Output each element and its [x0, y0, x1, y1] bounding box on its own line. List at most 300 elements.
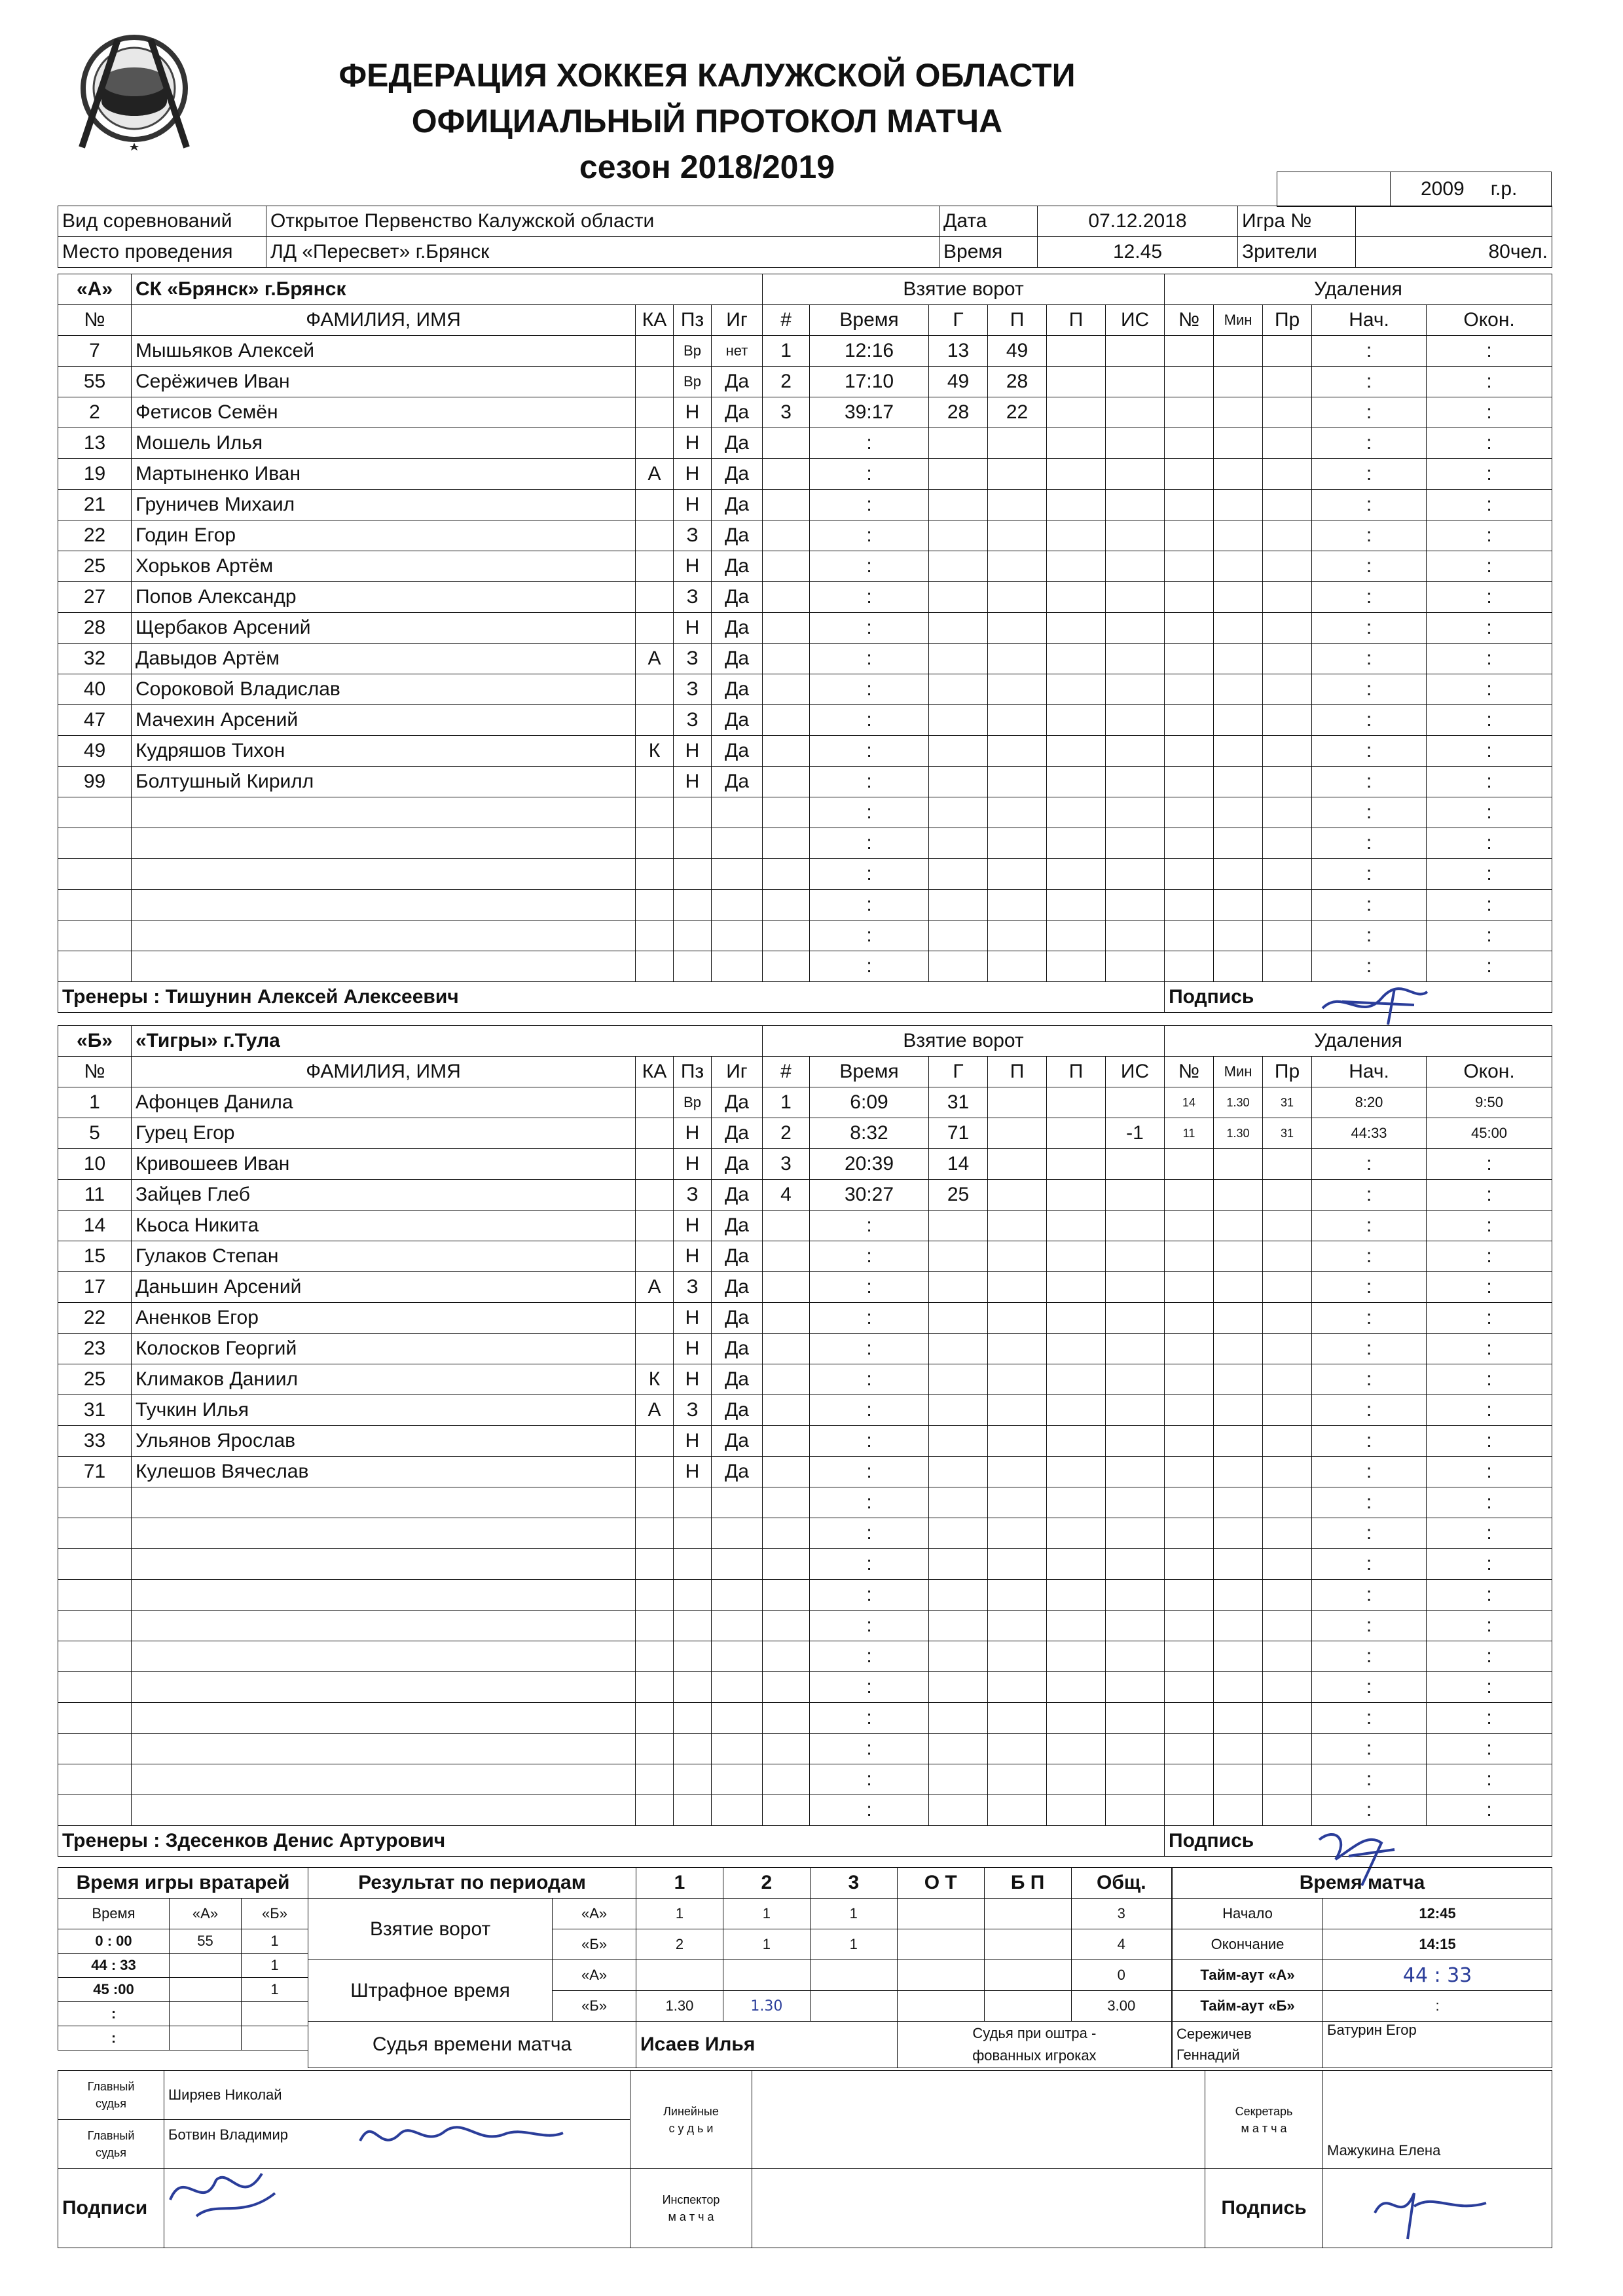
player-number: 71: [58, 1457, 132, 1487]
player-position: Н: [674, 490, 712, 520]
goals-b-p1: 2: [636, 1929, 723, 1960]
player-name: [132, 1734, 636, 1764]
table-row: [58, 1395, 1552, 1426]
goalie-b: 1: [242, 1978, 308, 2002]
goal-assist-1: [988, 520, 1047, 551]
penalty-end: :: [1427, 367, 1552, 397]
ref1-value: Ширяев Николай: [164, 2071, 630, 2120]
goal-time: 8:32: [810, 1118, 929, 1149]
goal-situation: [1106, 336, 1165, 367]
goal-scorer: [929, 490, 988, 520]
player-position: [674, 951, 712, 982]
goal-assist-1: [988, 859, 1047, 890]
penalty-minutes: [1214, 1457, 1263, 1487]
total-header: Общ.: [1071, 1868, 1171, 1899]
goal-number: [763, 1703, 810, 1734]
ref2-label-1: Главный: [87, 2129, 135, 2142]
goal-scorer: [929, 644, 988, 674]
col-ka: КА: [636, 305, 674, 336]
player-name: Кривошеев Иван: [132, 1149, 636, 1180]
player-number: [58, 1549, 132, 1580]
goal-assist-2: [1047, 1211, 1106, 1241]
penalty-start: :: [1312, 582, 1427, 613]
player-played: [712, 951, 763, 982]
goal-number: [763, 920, 810, 951]
penalty-minutes: [1214, 1180, 1263, 1211]
pen-a-total: 0: [1071, 1960, 1171, 1991]
goal-scorer: [929, 736, 988, 767]
table-row: [58, 1518, 1552, 1549]
protocol-title: ОФИЦИАЛЬНЫЙ ПРОТОКОЛ МАТЧА: [411, 103, 1003, 139]
team-a-label: «А»: [58, 274, 132, 305]
player-name: [132, 797, 636, 828]
player-number: 19: [58, 459, 132, 490]
referee-signature: [157, 2154, 288, 2226]
table-row: [58, 1149, 1552, 1180]
goal-time: 39:17: [810, 397, 929, 428]
penalty-end: :: [1427, 428, 1552, 459]
goal-assist-1: [988, 828, 1047, 859]
player-number: [58, 920, 132, 951]
goal-assist-2: [1047, 736, 1106, 767]
penalty-start: :: [1312, 1580, 1427, 1611]
goal-scorer: [929, 859, 988, 890]
col-pz: Пз: [674, 305, 712, 336]
penalty-player: [1165, 1734, 1214, 1764]
goal-time: :: [810, 1580, 929, 1611]
goal-number: [763, 1549, 810, 1580]
col-pen-end: Окон.: [1427, 1057, 1552, 1087]
penalty-reason: [1263, 613, 1312, 644]
goal-assist-1: [988, 1518, 1047, 1549]
goal-assist-1: [988, 1734, 1047, 1764]
timeout-a-label: Тайм-аут «А»: [1173, 1960, 1323, 1991]
table-row: [58, 397, 1552, 428]
goalie-row: [58, 1929, 308, 1954]
goal-number: [763, 520, 810, 551]
penalty-start: :: [1312, 428, 1427, 459]
player-played: [712, 797, 763, 828]
penalty-minutes: [1214, 490, 1263, 520]
place-label: Место проведения: [58, 237, 266, 268]
player-captain: К: [636, 736, 674, 767]
player-position: [674, 828, 712, 859]
goal-assist-1: [988, 613, 1047, 644]
col-pen-no: №: [1165, 1057, 1214, 1087]
table-row: [58, 674, 1552, 705]
goal-time: :: [810, 1518, 929, 1549]
player-position: Вр: [674, 367, 712, 397]
player-name: Гулаков Степан: [132, 1241, 636, 1272]
goal-assist-1: [988, 1672, 1047, 1703]
penalty-box-team-a: [1173, 2022, 1323, 2068]
col-pz: Пз: [674, 1057, 712, 1087]
player-number: [58, 1518, 132, 1549]
penalty-reason: [1263, 1241, 1312, 1272]
goalie-row: [58, 2002, 308, 2026]
goal-time: :: [810, 828, 929, 859]
goals-a-p3: 1: [810, 1899, 897, 1929]
goal-situation: [1106, 459, 1165, 490]
goal-time: :: [810, 951, 929, 982]
table-row: [58, 1580, 1552, 1611]
penalty-end: :: [1427, 1272, 1552, 1303]
penalty-player: [1165, 1764, 1214, 1795]
penalty-start: :: [1312, 859, 1427, 890]
penalty-end: :: [1427, 1457, 1552, 1487]
lines-label-1: Линейные: [663, 2104, 719, 2118]
player-name: Кулешов Вячеслав: [132, 1457, 636, 1487]
penalty-end: 45:00: [1427, 1118, 1552, 1149]
player-played: Да: [712, 705, 763, 736]
player-captain: [636, 1764, 674, 1795]
penalty-reason: [1263, 890, 1312, 920]
col-pen-start: Нач.: [1312, 1057, 1427, 1087]
goal-assist-2: [1047, 1641, 1106, 1672]
goal-assist-1: [988, 1272, 1047, 1303]
goal-number: [763, 1672, 810, 1703]
goal-scorer: [929, 951, 988, 982]
penalty-end: :: [1427, 1795, 1552, 1826]
goal-number: [763, 1457, 810, 1487]
penalty-end: :: [1427, 797, 1552, 828]
season-title: сезон 2018/2019: [579, 149, 835, 185]
goal-scorer: [929, 1457, 988, 1487]
secretary-signature: [1362, 2174, 1493, 2246]
goal-number: 1: [763, 1087, 810, 1118]
penalty-reason: [1263, 397, 1312, 428]
penalty-start: :: [1312, 1395, 1427, 1426]
penalty-player: [1165, 397, 1214, 428]
goal-assist-2: [1047, 1487, 1106, 1518]
penalty-end: :: [1427, 674, 1552, 705]
player-played: [712, 828, 763, 859]
goal-number: [763, 428, 810, 459]
goal-scorer: [929, 1795, 988, 1826]
player-played: Да: [712, 736, 763, 767]
ref2-signature: [354, 2108, 570, 2160]
penalty-minutes: [1214, 1518, 1263, 1549]
player-position: Н: [674, 1426, 712, 1457]
team-b-label: «Б»: [58, 1026, 132, 1057]
goal-assist-2: [1047, 1518, 1106, 1549]
goal-scorer: [929, 1641, 988, 1672]
goal-assist-1: 28: [988, 367, 1047, 397]
penalty-minutes: [1214, 797, 1263, 828]
col-pen-min: Мин: [1214, 1057, 1263, 1087]
goal-situation: [1106, 1703, 1165, 1734]
penalty-reason: [1263, 367, 1312, 397]
table-row: [58, 1241, 1552, 1272]
player-number: 25: [58, 551, 132, 582]
penalty-end: :: [1427, 1641, 1552, 1672]
goal-scorer: [929, 674, 988, 705]
goal-scorer: [929, 613, 988, 644]
goal-assist-1: [988, 1241, 1047, 1272]
period-1-header: 1: [636, 1868, 723, 1899]
timekeeper-label: Судья времени матча: [308, 2022, 636, 2068]
penalty-reason: [1263, 1703, 1312, 1734]
table-row: [58, 890, 1552, 920]
player-played: Да: [712, 520, 763, 551]
col-goal-p2: П: [1047, 1057, 1106, 1087]
table-row: [58, 1703, 1552, 1734]
player-name: Климаков Даниил: [132, 1364, 636, 1395]
goal-assist-2: [1047, 490, 1106, 520]
penalty-minutes: [1214, 428, 1263, 459]
penalty-minutes: [1214, 674, 1263, 705]
competition-value: Открытое Первенство Калужской области: [266, 206, 939, 237]
table-row: [58, 1426, 1552, 1457]
goal-number: [763, 828, 810, 859]
game-label: Игра №: [1238, 206, 1356, 237]
goal-time: :: [810, 797, 929, 828]
player-position: З: [674, 644, 712, 674]
goal-scorer: [929, 1580, 988, 1611]
secretary-label: [1205, 2071, 1323, 2169]
goal-assist-2: [1047, 397, 1106, 428]
player-name: [132, 1703, 636, 1734]
player-captain: К: [636, 1364, 674, 1395]
goal-scorer: [929, 459, 988, 490]
goal-assist-1: [988, 1303, 1047, 1334]
table-row: [58, 551, 1552, 582]
table-row: [58, 767, 1552, 797]
goal-situation: [1106, 1087, 1165, 1118]
goal-scorer: [929, 1672, 988, 1703]
goal-scorer: [929, 1734, 988, 1764]
inspector-label: [630, 2169, 752, 2248]
penalty-reason: [1263, 1180, 1312, 1211]
goal-situation: [1106, 828, 1165, 859]
penalty-player: 11: [1165, 1118, 1214, 1149]
team-a-pen-title: Удаления: [1165, 274, 1552, 305]
team-a-sign-label: Подпись: [1169, 986, 1254, 1008]
player-number: 23: [58, 1334, 132, 1364]
player-captain: [636, 1457, 674, 1487]
goal-scorer: 71: [929, 1118, 988, 1149]
ref1-label-2: судья: [95, 2097, 127, 2110]
goal-assist-2: [1047, 1611, 1106, 1641]
penalty-minutes: [1214, 1672, 1263, 1703]
penalty-minutes: 1.30: [1214, 1087, 1263, 1118]
penalty-end: :: [1427, 1611, 1552, 1641]
penalty-end: :: [1427, 1149, 1552, 1180]
goal-time: :: [810, 1487, 929, 1518]
pen-b-bp: [984, 1991, 1071, 2022]
goal-scorer: [929, 797, 988, 828]
penalty-minutes: [1214, 367, 1263, 397]
penalty-minutes: [1214, 859, 1263, 890]
goal-time: 20:39: [810, 1149, 929, 1180]
player-number: [58, 1764, 132, 1795]
goal-scorer: 14: [929, 1149, 988, 1180]
penalty-player: [1165, 890, 1214, 920]
player-played: Да: [712, 1457, 763, 1487]
pen-a-p3: [810, 1960, 897, 1991]
penalty-minutes: [1214, 920, 1263, 951]
player-number: [58, 1672, 132, 1703]
player-number: 99: [58, 767, 132, 797]
player-captain: А: [636, 1272, 674, 1303]
player-number: 22: [58, 1303, 132, 1334]
penalty-player: [1165, 336, 1214, 367]
goal-assist-2: [1047, 1795, 1106, 1826]
penalty-player: [1165, 1395, 1214, 1426]
col-goal-is: ИС: [1106, 305, 1165, 336]
player-name: [132, 1518, 636, 1549]
penalty-start: :: [1312, 336, 1427, 367]
player-position: Н: [674, 1211, 712, 1241]
penalty-box-label-1: Судья при оштра -: [972, 2025, 1097, 2041]
ref1-label: [58, 2071, 164, 2120]
penalty-minutes: [1214, 613, 1263, 644]
goal-assist-2: [1047, 1087, 1106, 1118]
penalty-player: [1165, 1518, 1214, 1549]
penalty-reason: [1263, 920, 1312, 951]
inspector-value: [752, 2169, 1205, 2248]
goal-number: [763, 1764, 810, 1795]
penalty-start: :: [1312, 1426, 1427, 1457]
penalty-box-team-b: Батурин Егор: [1323, 2022, 1552, 2068]
penalty-player: [1165, 1334, 1214, 1364]
player-number: 32: [58, 644, 132, 674]
goal-assist-1: [988, 705, 1047, 736]
penalty-start: :: [1312, 490, 1427, 520]
col-goal-p1: П: [988, 1057, 1047, 1087]
penalty-player: [1165, 1303, 1214, 1334]
penalty-minutes: [1214, 1734, 1263, 1764]
goalie-time: 0 : 00: [58, 1929, 170, 1954]
goal-time: :: [810, 551, 929, 582]
pen-b-total: 3.00: [1071, 1991, 1171, 2022]
penalty-start: :: [1312, 767, 1427, 797]
goalie-time-title: Время игры вратарей: [58, 1868, 308, 1899]
goal-assist-1: [988, 674, 1047, 705]
player-number: [58, 797, 132, 828]
table-row: [58, 951, 1552, 982]
player-played: Да: [712, 367, 763, 397]
goal-number: [763, 767, 810, 797]
federation-logo: [65, 26, 236, 157]
player-number: 7: [58, 336, 132, 367]
goal-time: :: [810, 920, 929, 951]
spectators-label: Зрители: [1238, 237, 1356, 268]
player-name: Давыдов Артём: [132, 644, 636, 674]
goal-time: :: [810, 1795, 929, 1826]
table-row: [58, 1764, 1552, 1795]
goal-situation: [1106, 1487, 1165, 1518]
penalty-player: [1165, 1703, 1214, 1734]
player-played: Да: [712, 674, 763, 705]
goal-assist-1: [988, 736, 1047, 767]
player-captain: [636, 705, 674, 736]
goal-assist-2: [1047, 1241, 1106, 1272]
penalty-player: [1165, 490, 1214, 520]
player-played: Да: [712, 397, 763, 428]
goals-row-a-label: «А»: [553, 1899, 636, 1929]
goal-time: :: [810, 1549, 929, 1580]
start-label: Начало: [1173, 1899, 1323, 1929]
player-position: Н: [674, 736, 712, 767]
goal-assist-1: [988, 1549, 1047, 1580]
goal-time: :: [810, 859, 929, 890]
goal-assist-1: [988, 1580, 1047, 1611]
player-number: 2: [58, 397, 132, 428]
player-played: Да: [712, 1149, 763, 1180]
player-position: Н: [674, 551, 712, 582]
goal-situation: [1106, 1764, 1165, 1795]
goal-situation: [1106, 890, 1165, 920]
penalty-end: :: [1427, 1703, 1552, 1734]
player-position: З: [674, 582, 712, 613]
col-goal-no: #: [763, 305, 810, 336]
goal-time: :: [810, 890, 929, 920]
match-time-table: [1172, 1867, 1552, 2068]
goal-assist-2: [1047, 1764, 1106, 1795]
penalty-minutes: [1214, 644, 1263, 674]
gk-col-a: «А»: [170, 1899, 242, 1929]
player-position: З: [674, 1180, 712, 1211]
penalty-reason: 31: [1263, 1118, 1312, 1149]
player-position: З: [674, 1272, 712, 1303]
penalty-start: :: [1312, 397, 1427, 428]
player-name: [132, 1764, 636, 1795]
col-goal-time: Время: [810, 305, 929, 336]
team-a-name: СК «Брянск» г.Брянск: [132, 274, 763, 305]
penalty-start: :: [1312, 1334, 1427, 1364]
goal-situation: [1106, 859, 1165, 890]
goal-time: :: [810, 1457, 929, 1487]
goal-assist-1: [988, 582, 1047, 613]
goal-time: :: [810, 613, 929, 644]
penalty-reason: [1263, 1580, 1312, 1611]
goal-number: 2: [763, 1118, 810, 1149]
lines-label-2: с у д ь и: [668, 2121, 714, 2135]
goal-assist-2: [1047, 1180, 1106, 1211]
goal-assist-2: [1047, 520, 1106, 551]
player-played: [712, 859, 763, 890]
player-played: [712, 1764, 763, 1795]
goal-assist-2: [1047, 674, 1106, 705]
table-row: [58, 1211, 1552, 1241]
goal-number: [763, 674, 810, 705]
penalty-reason: [1263, 828, 1312, 859]
penalty-minutes: [1214, 1334, 1263, 1364]
player-name: [132, 1611, 636, 1641]
player-played: Да: [712, 428, 763, 459]
time-value: 12.45: [1038, 237, 1238, 268]
player-captain: [636, 1303, 674, 1334]
goal-situation: [1106, 397, 1165, 428]
player-name: [132, 1487, 636, 1518]
penalty-minutes: [1214, 1611, 1263, 1641]
goal-assist-2: [1047, 336, 1106, 367]
penalty-start: :: [1312, 1549, 1427, 1580]
secretary-label-1: Секретарь: [1235, 2104, 1293, 2118]
player-captain: [636, 767, 674, 797]
penalty-reason: [1263, 1334, 1312, 1364]
time-label: Время: [939, 237, 1038, 268]
player-captain: [636, 367, 674, 397]
federation-title: ФЕДЕРАЦИЯ ХОККЕЯ КАЛУЖСКОЙ ОБЛАСТИ: [338, 57, 1076, 94]
secretary-label-2: м а т ч а: [1241, 2121, 1287, 2135]
player-number: [58, 1611, 132, 1641]
penalty-end: :: [1427, 1734, 1552, 1764]
goalie-a: [170, 2026, 242, 2050]
player-position: [674, 1641, 712, 1672]
penalty-reason: [1263, 490, 1312, 520]
